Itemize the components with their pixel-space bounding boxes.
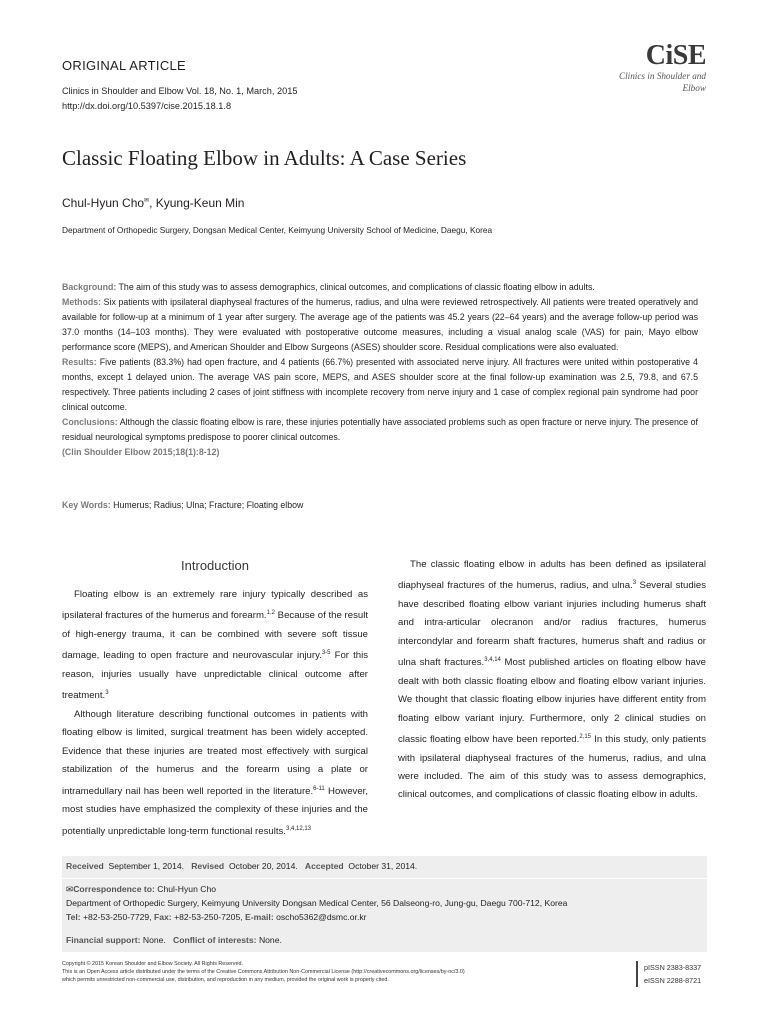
- copyright-line: Copyright © 2015 Korean Shoulder and Elbow Society. All Rights Reserved.: [62, 961, 243, 967]
- abstract-results: [62, 355, 698, 415]
- intro-paragraph: Although literature describing functional outcomes in patients with floating elbow is limited, surgical treatment has been widely accepted. Evidence that these injuries are treated most effectively with surgical stabilization of the humerus and the forearm using a plate or intramedullary nail has been well reported in the literature.$^{6-11}$ However, most studies have emphasized the complexity of these injuries and the potentially unpredictable long-term functional results.$^{3,4,12,13}$: [62, 709, 369, 837]
- pissn: pISSN 2383-8337: [644, 963, 702, 972]
- contact-line: Tel: +82-53-250-7729, Fax: +82-53-250-7205, E-mail: oscho5362@dsmc.or.kr: [66, 912, 367, 922]
- background-text: The aim of this study was to assess demographics, clinical outcomes, and complications of classic floating elbow in adults.: [116, 282, 595, 292]
- author-list: [62, 196, 244, 210]
- conclusions-label: Conclusions:: [62, 417, 118, 427]
- logo-subtitle: Clinics in Shoulder and Elbow: [618, 71, 706, 93]
- keywords-text: Humerus; Radius; Ulna; Fracture; Floating elbow: [110, 500, 304, 510]
- introduction-heading: Introduction: [181, 558, 249, 573]
- keywords-label: Key Words:: [62, 500, 111, 510]
- background-label: Background:: [62, 282, 117, 292]
- journal-citation: Clinics in Shoulder and Elbow Vol. 18, No. 1, March, 2015: [62, 86, 298, 96]
- disclosures: Financial support: None. Conflict of interests: None.: [66, 935, 282, 945]
- license-line: which permits unrestricted non-commercial use, distribution, and reproduction in any medium, provided the original work is properly cited.: [62, 977, 389, 983]
- methods-label: Methods:: [62, 297, 102, 307]
- copyright-footer: [62, 960, 617, 984]
- license-line: This is an Open Access article distributed under the terms of the Creative Commons Attribution Non-Commercial License (http://creativecommons.org/licenses/by-nc/3.0): [62, 969, 465, 975]
- correspondence: ✉Correspondence to: Chul-Hyun Cho: [66, 884, 217, 894]
- info-divider: [62, 878, 707, 879]
- abstract-background: [62, 280, 698, 295]
- affiliation: Department of Orthopedic Surgery, Dongsan Medical Center, Keimyung University School of Medicine, Daegu, Korea: [62, 225, 493, 235]
- eissn: eISSN 2288-8721: [644, 976, 702, 985]
- section-label: ORIGINAL ARTICLE: [62, 58, 187, 73]
- keywords: [62, 500, 303, 510]
- correspondence-address: Department of Orthopedic Surgery, Keimyung University Dongsan Medical Center, 56 Dalseong-ro, Jung-gu, Daegu 700-712, Korea: [66, 898, 568, 908]
- issn-block: [636, 961, 701, 987]
- introduction-right-column: [398, 556, 706, 805]
- conclusions-text: Although the classic floating elbow is rare, these injuries potentially have associated problems such as open fracture or nerve injury. The presence of residual neurological symptoms predispose to poorer clinical outcomes.: [62, 417, 698, 442]
- author-name: Chul-Hyun Cho: [62, 196, 145, 210]
- article-title: Classic Floating Elbow in Adults: A Case Series: [62, 146, 467, 170]
- doi-link[interactable]: http://dx.doi.org/10.5397/cise.2015.18.1.8: [62, 101, 232, 111]
- article-dates: Received September 1, 2014. Revised October 20, 2014. Accepted October 31, 2014.: [66, 861, 418, 871]
- results-text: Five patients (83.3%) had open fracture, and 4 patients (66.7%) presented with associated nerve injury. All fractures were united within postoperative 4 months, except 1 delayed union. The average VAS pain score, MEPS, and ASES shoulder score at the final follow-up examination was 2.5, 79.8, and 67.5 respectively. Three patients including 2 cases of joint stiffness with incomplete recovery from nerve injury and 1 case of complex regional pain syndrome had poor clinical outcome.: [62, 357, 698, 412]
- intro-paragraph: The classic floating elbow in adults has been defined as ipsilateral diaphyseal fractures of the humerus, radius, and ulna.$^3$ Several studies have described floating elbow variant injuries including humerus shaft and intra-articular olecranon and/or radius fractures, humerus intercondylar and forearm shaft fractures, humerus shaft and radius or ulna shaft fractures.$^{3,4,14}$ Most published articles on floating elbow have dealt with both classic floating elbow and floating elbow variant injuries. We thought that classic floating elbow injuries have different entity from floating elbow variant injury. Furthermore, only 2 clinical studies on classic floating elbow have been reported.$^{2,15}$ In this study, only patients with ipsilateral diaphyseal fractures of the humerus, radius, and ulna were included. The aim of this study was to assess demographics, clinical outcomes, and complications of classic floating elbow in adults.: [398, 559, 706, 801]
- abstract: [62, 280, 698, 460]
- results-label: Results:: [62, 357, 97, 367]
- author-name-rest: , Kyung-Keun Min: [149, 196, 245, 210]
- email-link[interactable]: oscho5362@dsmc.or.kr: [276, 912, 367, 922]
- abstract-methods: [62, 295, 698, 355]
- intro-paragraph: Floating elbow is an extremely rare injury typically described as ipsilateral fractures of the humerus and forearm.$^{1,2}$ Because of the result of high-energy trauma, it can be combined with severe soft tissue damage, leading to open fracture and neurovascular injury.$^{3-5}$ For this reason, injuries usually have unpredictable clinical outcome after treatment.$^3$: [62, 589, 368, 702]
- journal-logo: [600, 42, 706, 94]
- abstract-citation: (Clin Shoulder Elbow 2015;18(1):8-12): [62, 447, 220, 457]
- abstract-conclusions: [62, 415, 698, 445]
- logo-text: CiSE: [645, 40, 706, 71]
- methods-text: Six patients with ipsilateral diaphyseal fractures of the humerus, radius, and ulna were reviewed retrospectively. All patients were treated operatively and available for follow-up at a minimum of 1 year after surgery. The average age of the patients was 45.2 years (22–64 years) and the average follow-up period was 37.0 months (14–103 months). They were evaluated with postoperative outcome measures, including a visual analog scale (VAS) for pain, Mayo elbow performance score (MEPS), and American Shoulder and Elbow Surgeons (ASES) shoulder score. Residual complications were also evaluated.: [62, 297, 698, 352]
- introduction-left-column: [62, 576, 368, 841]
- envelope-icon: ✉: [66, 884, 74, 894]
- envelope-icon: ✉: [144, 198, 150, 204]
